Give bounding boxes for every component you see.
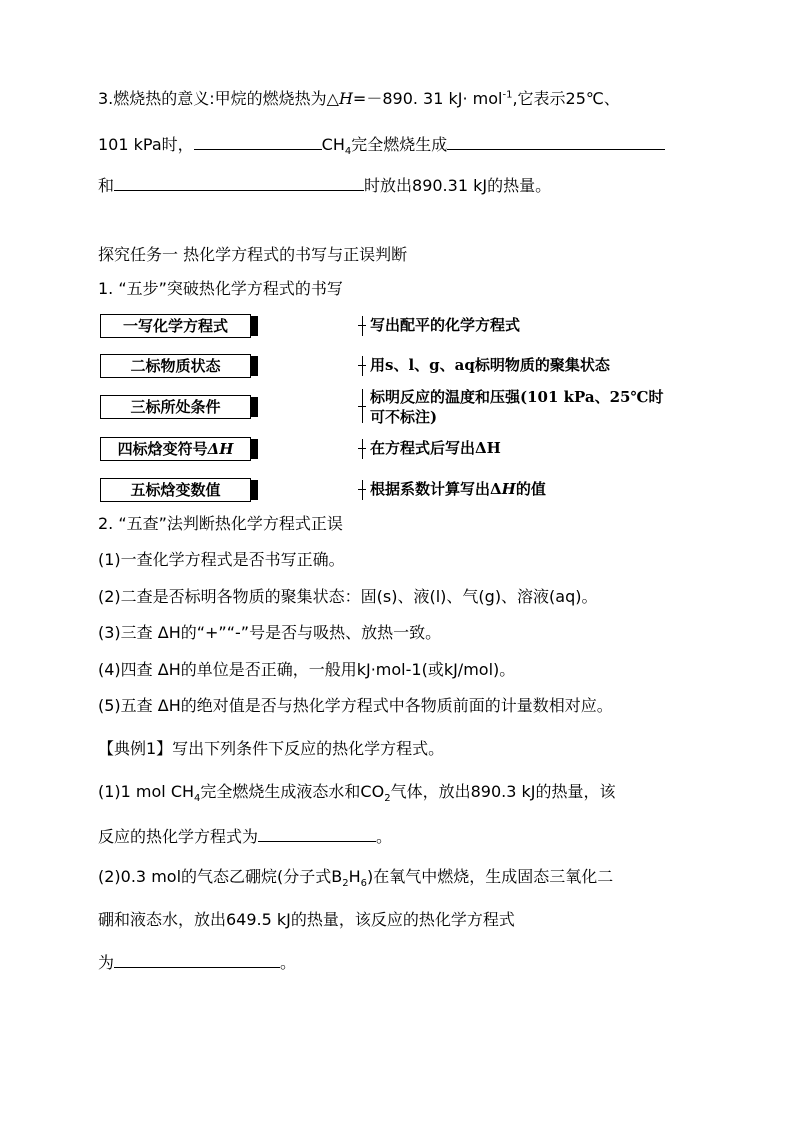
text: H [338, 89, 353, 108]
step-label [100, 437, 251, 461]
step-label: 三标所处条件 [100, 395, 251, 419]
task1-heading: 探究任务一 热化学方程式的书写与正误判断 [98, 245, 408, 264]
example-q1-line1 [98, 782, 616, 805]
symbol: ΔH [207, 440, 234, 458]
bracket [362, 439, 363, 459]
bracket [362, 316, 363, 336]
example-q2-line3 [98, 951, 296, 973]
text: )在氧气中燃烧，生成固态三氧化二 [367, 867, 614, 886]
step-desc: 写出配平的化学方程式 [370, 316, 521, 334]
text: 根据系数计算写出Δ [370, 480, 502, 498]
fill-blank[interactable] [114, 174, 364, 191]
example-q1-line2 [98, 825, 392, 847]
text: 四标焓变符号 [117, 440, 208, 458]
subscript: 2 [342, 878, 349, 890]
subscript: 6 [360, 878, 368, 890]
bracket [362, 356, 363, 376]
step-label: 一写化学方程式 [100, 314, 251, 338]
text: 完全燃烧生成液态水和CO [200, 782, 385, 801]
step-desc [370, 479, 546, 499]
step-desc [370, 387, 663, 427]
step-desc-line1: 标明反应的温度和压强(101 kPa、25℃时 [370, 388, 664, 406]
step-desc: 在方程式后写出ΔH [370, 439, 501, 457]
answer-blank[interactable] [114, 951, 280, 968]
answer-blank[interactable] [258, 825, 376, 842]
check-5: (5)五查 ΔH的绝对值是否与热化学方程式中各物质前面的计量数相对应。 [98, 696, 613, 715]
task1-sub2: 2. “五查”法判断热化学方程式正误 [98, 514, 343, 533]
fill-blank[interactable] [447, 133, 665, 150]
subscript: 4 [344, 146, 352, 158]
text: 。 [376, 827, 393, 846]
text: 气体，放出890.3 kJ的热量，该 [390, 782, 616, 801]
superscript: -1 [502, 89, 513, 101]
step-desc: 用s、l、g、aq标明物质的聚集状态 [370, 356, 610, 374]
section3-line2 [98, 133, 665, 158]
check-4: (4)四查 ΔH的单位是否正确，一般用kJ·mol-1(或kJ/mol)。 [98, 660, 516, 679]
fill-blank[interactable] [194, 133, 322, 150]
text: 。 [280, 953, 297, 972]
text: H [501, 480, 516, 498]
check-2: (2)二查是否标明各物质的聚集状态：固(s)、液(l)、气(g)、溶液(aq)。 [98, 587, 598, 606]
text: 完全燃烧生成 [351, 135, 448, 154]
text: 反应的热化学方程式为 [98, 827, 259, 846]
text: H [348, 867, 361, 886]
text: 为 [98, 953, 115, 972]
example-title: 【典例1】写出下列条件下反应的热化学方程式。 [98, 739, 445, 758]
text: 101 kPa时， [98, 135, 194, 154]
text: 时放出890.31 kJ的热量。 [364, 176, 552, 195]
text: =－890. 31 kJ· mol [352, 89, 503, 108]
subscript: 2 [384, 793, 391, 805]
text: (1)1 mol CH [98, 782, 195, 801]
text: 3.燃烧热的意义:甲烷的燃烧热为△ [98, 89, 339, 108]
check-1: (1)一查化学方程式是否书写正确。 [98, 550, 345, 569]
example-q2-line2: 硼和液态水，放出649.5 kJ的热量，该反应的热化学方程式 [98, 910, 515, 929]
step-desc-line2: 可不标注) [370, 408, 438, 426]
text: (2)0.3 mol的气态乙硼烷(分子式B [98, 867, 343, 886]
check-3: (3)三查 ΔH的“+”“-”号是否与吸热、放热一致。 [98, 623, 442, 642]
section3-line1 [98, 89, 620, 109]
section3-line3 [98, 174, 551, 196]
bracket [362, 480, 363, 500]
text: 和 [98, 176, 115, 195]
subscript: 4 [194, 793, 201, 805]
text: CH [321, 135, 345, 154]
task1-sub1: 1. “五步”突破热化学方程式的书写 [98, 279, 343, 298]
bracket [362, 389, 363, 423]
example-q2-line1 [98, 867, 614, 890]
step-label: 五标焓变数值 [100, 478, 251, 502]
text: 的值 [515, 480, 546, 498]
text: ,它表示25℃、 [512, 89, 620, 108]
step-label: 二标物质状态 [100, 354, 251, 378]
